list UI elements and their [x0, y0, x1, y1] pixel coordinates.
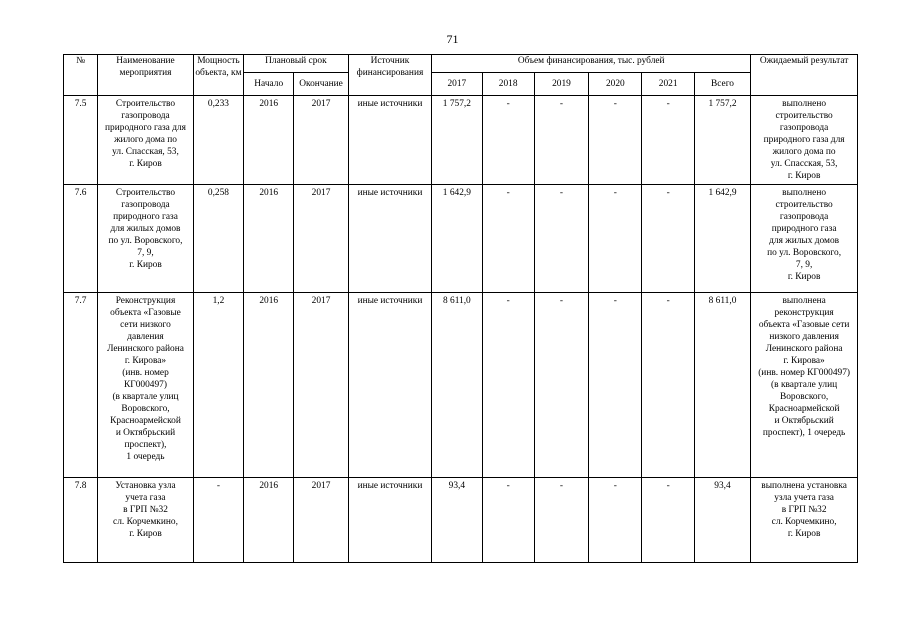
row-2020: -: [589, 185, 642, 293]
header-year-2020: 2020: [589, 73, 642, 96]
row-result: выполнена установка узла учета газа в ГРП №32 сл. Корчемкино, г. Киров: [751, 478, 858, 563]
row-2017: 8 611,0: [432, 293, 482, 478]
header-end: Окончание: [294, 73, 348, 96]
header-financing: Объем финансирования, тыс. рублей: [432, 55, 751, 73]
row-result: выполнено строительство газопровода природного газа для жилых домов по ул. Воровского, 7, 9, г. Киров: [751, 185, 858, 293]
row-2017: 93,4: [432, 478, 482, 563]
table-row: [64, 185, 858, 293]
row-end: 2017: [294, 478, 348, 563]
table-row: [64, 478, 858, 563]
row-2021: -: [642, 96, 694, 185]
header-year-2019: 2019: [534, 73, 588, 96]
row-capacity: 0,258: [193, 185, 243, 293]
row-2021: -: [642, 293, 694, 478]
header-start: Начало: [244, 73, 294, 96]
row-end: 2017: [294, 96, 348, 185]
financing-plan-table: [63, 54, 858, 563]
header-name: Наименование мероприятия: [98, 55, 194, 96]
row-2017: 1 757,2: [432, 96, 482, 185]
table-row: [64, 96, 858, 185]
header-source: Источник финансирования: [348, 55, 432, 96]
row-start: 2016: [244, 293, 294, 478]
row-2019: -: [534, 96, 588, 185]
row-result: выполнена реконструкция объекта «Газовые сети низкого давления Ленинского района г. Кирова» (инв. номер КГ000497) (в квартале улиц Воровского, Красноармейской и Октябрьский проспект), 1 очередь: [751, 293, 858, 478]
row-name: Строительство газопровода природного газа для жилых домов по ул. Воровского, 7, 9, г. Киров: [98, 185, 194, 293]
row-name: Строительство газопровода природного газа для жилого дома по ул. Спасская, 53, г. Киров: [98, 96, 194, 185]
header-total: Всего: [694, 73, 750, 96]
header-planned-term: Плановый срок: [244, 55, 349, 73]
row-total: 8 611,0: [694, 293, 750, 478]
row-2020: -: [589, 293, 642, 478]
header-num: №: [64, 55, 98, 96]
row-number: 7.6: [64, 185, 98, 293]
row-number: 7.7: [64, 293, 98, 478]
row-name: Установка узла учета газа в ГРП №32 сл. Корчемкино, г. Киров: [98, 478, 194, 563]
header-result: Ожидаемый результат: [751, 55, 858, 96]
row-total: 1 642,9: [694, 185, 750, 293]
row-2018: -: [482, 96, 534, 185]
row-capacity: 0,233: [193, 96, 243, 185]
row-number: 7.5: [64, 96, 98, 185]
row-2020: -: [589, 96, 642, 185]
row-total: 1 757,2: [694, 96, 750, 185]
row-end: 2017: [294, 185, 348, 293]
row-start: 2016: [244, 478, 294, 563]
row-capacity: -: [193, 478, 243, 563]
row-name: Реконструкция объекта «Газовые сети низкого давления Ленинского района г. Кирова» (инв. номер КГ000497) (в квартале улиц Воровского, Красноармейской и Октябрьский проспект), 1 очередь: [98, 293, 194, 478]
row-source: иные источники: [348, 478, 432, 563]
row-2021: -: [642, 478, 694, 563]
row-number: 7.8: [64, 478, 98, 563]
row-start: 2016: [244, 96, 294, 185]
table-row: [64, 293, 858, 478]
row-2019: -: [534, 293, 588, 478]
header-year-2021: 2021: [642, 73, 694, 96]
row-2019: -: [534, 478, 588, 563]
row-2020: -: [589, 478, 642, 563]
row-result: выполнено строительство газопровода природного газа для жилого дома по ул. Спасская, 53, г. Киров: [751, 96, 858, 185]
row-source: иные источники: [348, 185, 432, 293]
page-number: 71: [446, 32, 459, 46]
row-2019: -: [534, 185, 588, 293]
row-2018: -: [482, 185, 534, 293]
header-year-2017: 2017: [432, 73, 482, 96]
row-2018: -: [482, 478, 534, 563]
row-start: 2016: [244, 185, 294, 293]
header-capacity: Мощность объекта, км: [193, 55, 243, 96]
header-year-2018: 2018: [482, 73, 534, 96]
row-2018: -: [482, 293, 534, 478]
row-source: иные источники: [348, 293, 432, 478]
row-2017: 1 642,9: [432, 185, 482, 293]
row-total: 93,4: [694, 478, 750, 563]
row-source: иные источники: [348, 96, 432, 185]
row-end: 2017: [294, 293, 348, 478]
row-capacity: 1,2: [193, 293, 243, 478]
row-2021: -: [642, 185, 694, 293]
